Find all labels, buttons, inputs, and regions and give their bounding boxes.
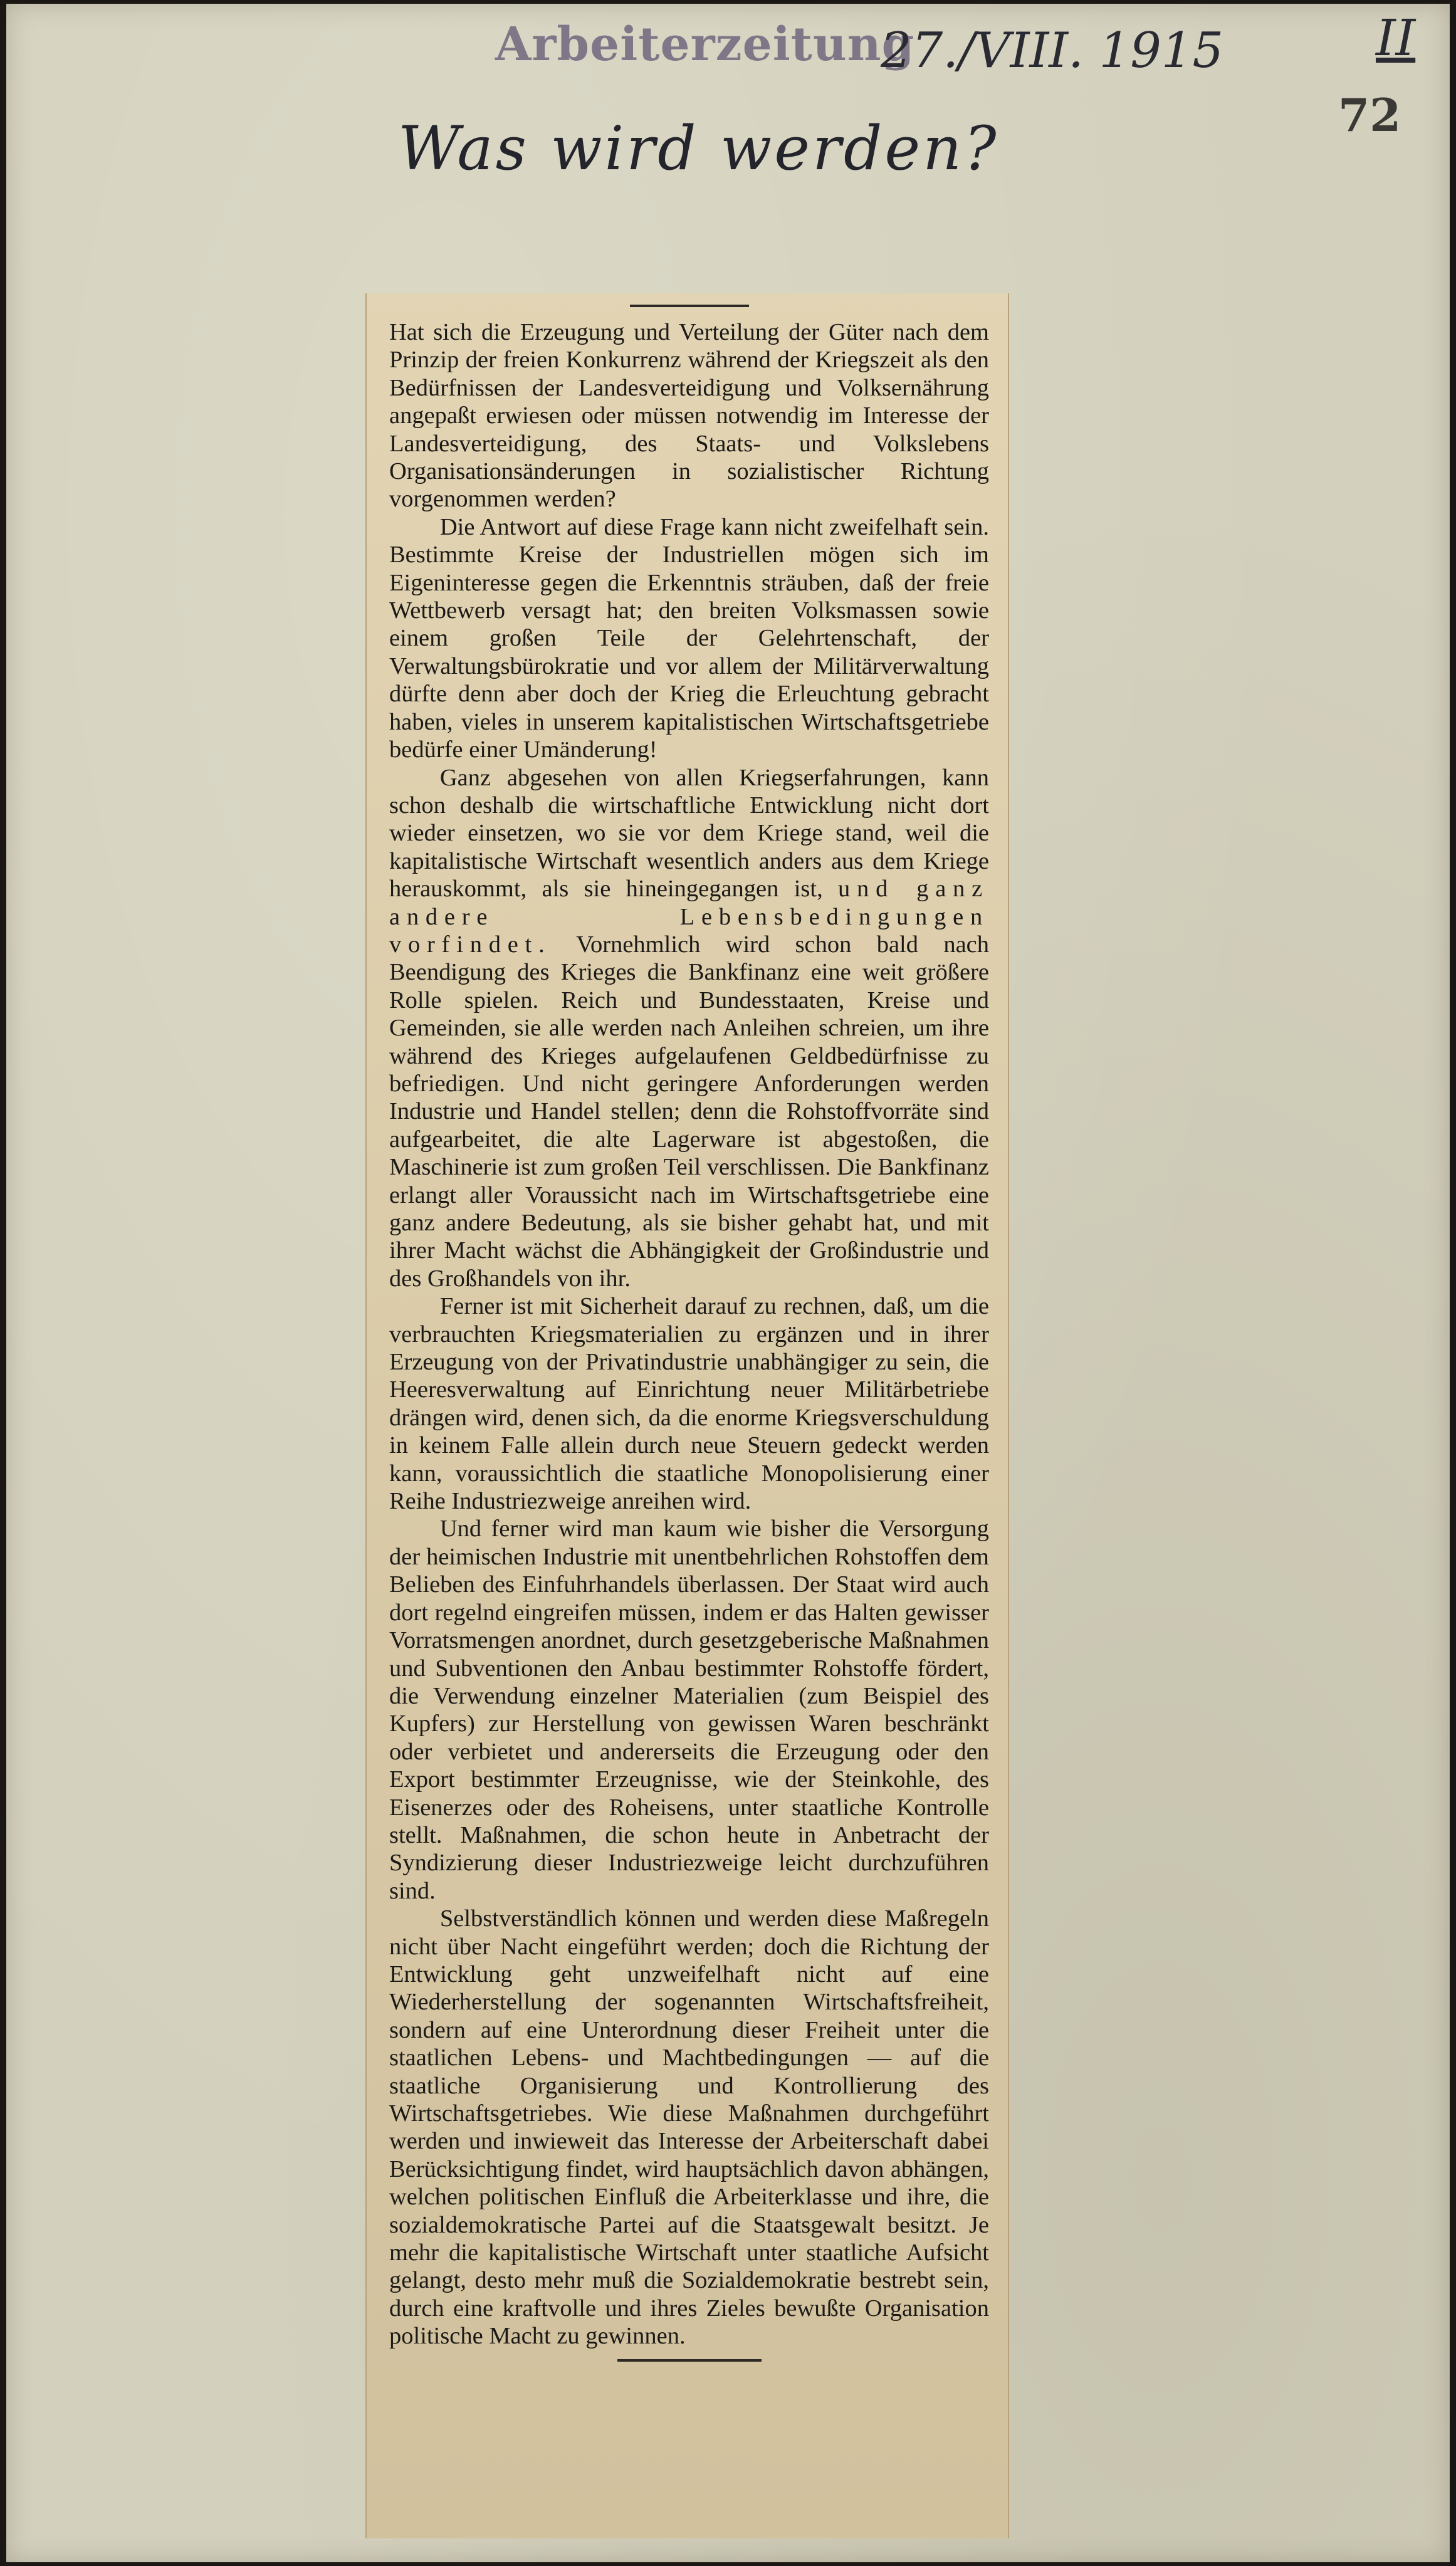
article-paragraph-4 bbox=[389, 1292, 989, 1515]
page-number: 72 bbox=[1338, 88, 1401, 142]
paragraph-2-text: Die Antwort auf diese Frage kann nicht zweifelhaft sein. Bestimmte Kreise der Industriellen mögen sich im Eigeninteresse gegen die Erkenntnis sträuben, daß der freie Wettbewerb versagt hat; den breiten Volksmassen sowie einem großen Teile der Gelehrtenschaft, der Verwaltungsbürokratie und vor allem der Militärverwaltung dürfte denn aber doch der Krieg die Erleuchtung gebracht haben, vieles in unserem kapitalistischen Wirtschaftsgetriebe bedürfe einer Umänderung! bbox=[389, 513, 989, 763]
article-paragraph-6 bbox=[389, 1905, 989, 2350]
archive-sheet bbox=[6, 4, 1450, 2562]
handwritten-date: 27./VIII. 1915 bbox=[881, 23, 1224, 79]
top-rule bbox=[630, 305, 749, 307]
handwritten-roman-numeral: II bbox=[1376, 9, 1416, 67]
article-paragraph-2 bbox=[389, 513, 989, 764]
newspaper-clipping bbox=[365, 293, 1009, 2538]
paragraph-3-text-start: Ganz abgesehen von allen Kriegserfahrungen, kann schon deshalb die wirtschaftliche Entwicklung nicht dort wieder einsetzen, wo sie vor dem Kriege stand, weil die kapitalistische Wirtschaft wesentlich anders aus dem Kriege herauskommt, als sie hineingegangen ist, bbox=[389, 764, 989, 903]
article-paragraph-3 bbox=[389, 764, 989, 1293]
paragraph-1-text: Hat sich die Erzeugung und Verteilung der Güter nach dem Prinzip der freien Konkurrenz während der Kriegszeit als den Bedürfnissen der Landesverteidigung und Volksernährung angepaßt erwiesen oder müssen notwendig im Interesse der Landesverteidigung, des Staats- und Volkslebens Organisationsänderungen in sozialistischer Richtung vorgenommen werden? bbox=[389, 319, 989, 513]
article-paragraph-1 bbox=[389, 318, 989, 513]
newspaper-stamp: Arbeiterzeitung bbox=[495, 18, 915, 71]
paragraph-6-text: Selbstverständlich können und werden diese Maßregeln nicht über Nacht eingeführt werden; doch die Richtung der Entwicklung geht unzweifelhaft nicht auf eine Wiederherstellung der sogenannten Wirtschaftsfreiheit, sondern auf eine Unterordnung dieser Freiheit unter die staatlichen Lebens- und Machtbedingungen — auf die staatliche Organisierung und Kontrollierung des Wirtschaftsgetriebes. Wie diese Maßnahmen durchgeführt werden und inwieweit das Interesse der Arbeiterschaft dabei Berücksichtigung findet, wird hauptsächlich davon abhängen, welchen politischen Einfluß die Arbeiterklasse und ihre, die sozialdemokratische Partei auf die Staatsgewalt besitzt. Je mehr die kapitalistische Wirtschaft unter staatliche Aufsicht gelangt, desto mehr muß die Sozialdemokratie bestrebt sein, durch eine kraftvolle und ihres Zieles bewußte Organisation politische Macht zu gewinnen. bbox=[389, 1905, 989, 2350]
paragraph-4-text: Ferner ist mit Sicherheit darauf zu rechnen, daß, um die verbrauchten Kriegsmaterialien zu ergänzen und in ihrer Erzeugung von der Privatindustrie unabhängiger zu sein, die Heeresverwaltung auf Einrichtung neuer Militärbetriebe drängen wird, denen sich, da die enorme Kriegsverschuldung in keinem Falle allein durch neue Steuern gedeckt werden kann, voraussichtlich die staatliche Monopolisierung einer Reihe Industriezweige anreihen wird. bbox=[389, 1293, 989, 1515]
paragraph-3-spaced-emphasis: und ganz andere Lebensbedingungen vorfindet. bbox=[389, 876, 990, 958]
paragraph-5-text: Und ferner wird man kaum wie bisher die Versorgung der heimischen Industrie mit unentbehrlichen Rohstoffen dem Belieben des Einfuhrhandels überlassen. Der Staat wird auch dort regelnd eingreifen müssen, indem er das Halten gewisser Vorratsmengen anordnet, durch gesetzgeberische Maßnahmen und Subventionen den Anbau bestimmter Rohstoffe fördert, die Verwendung einzelner Materialien (zum Beispiel des Kupfers) zur Herstellung von gewissen Waren beschränkt oder verbietet und andererseits die Erzeugung oder den Export bestimmter Erzeugnisse, wie der Steinkohle, des Eisenerzes oder des Roheisens, unter staatliche Kontrolle stellt. Maßnahmen, die schon heute in Anbetracht der Syndizierung dieser Industriezweige leicht durchzuführen sind. bbox=[389, 1516, 989, 1904]
handwritten-title: Was wird werden? bbox=[398, 113, 999, 184]
bottom-rule bbox=[617, 2359, 762, 2362]
article-paragraph-5 bbox=[389, 1515, 989, 1905]
paragraph-3-text-end: Vornehmlich wird schon bald nach Beendigung des Krieges die Bankfinanz eine weit größere Rolle spielen. Reich und Bundesstaaten, Kreise und Gemeinden, sie alle werden nach Anleihen schreien, um ihre während des Krieges aufgelaufenen Geldbedürfnisse zu befriedigen. Und nicht geringere Anforderungen werden Industrie und Handel stellen; denn die Rohstoffvorräte sind aufgearbeitet, die alte Lagerware ist abgestoßen, die Maschinerie ist zum großen Teil verschlissen. Die Bankfinanz erlangt aller Voraussicht nach im Wirtschaftsgetriebe eine ganz andere Bedeutung, als sie bisher gehabt hat, und mit ihrer Macht wächst die Abhängigkeit der Großindustrie und des Großhandels von ihr. bbox=[389, 931, 989, 1292]
